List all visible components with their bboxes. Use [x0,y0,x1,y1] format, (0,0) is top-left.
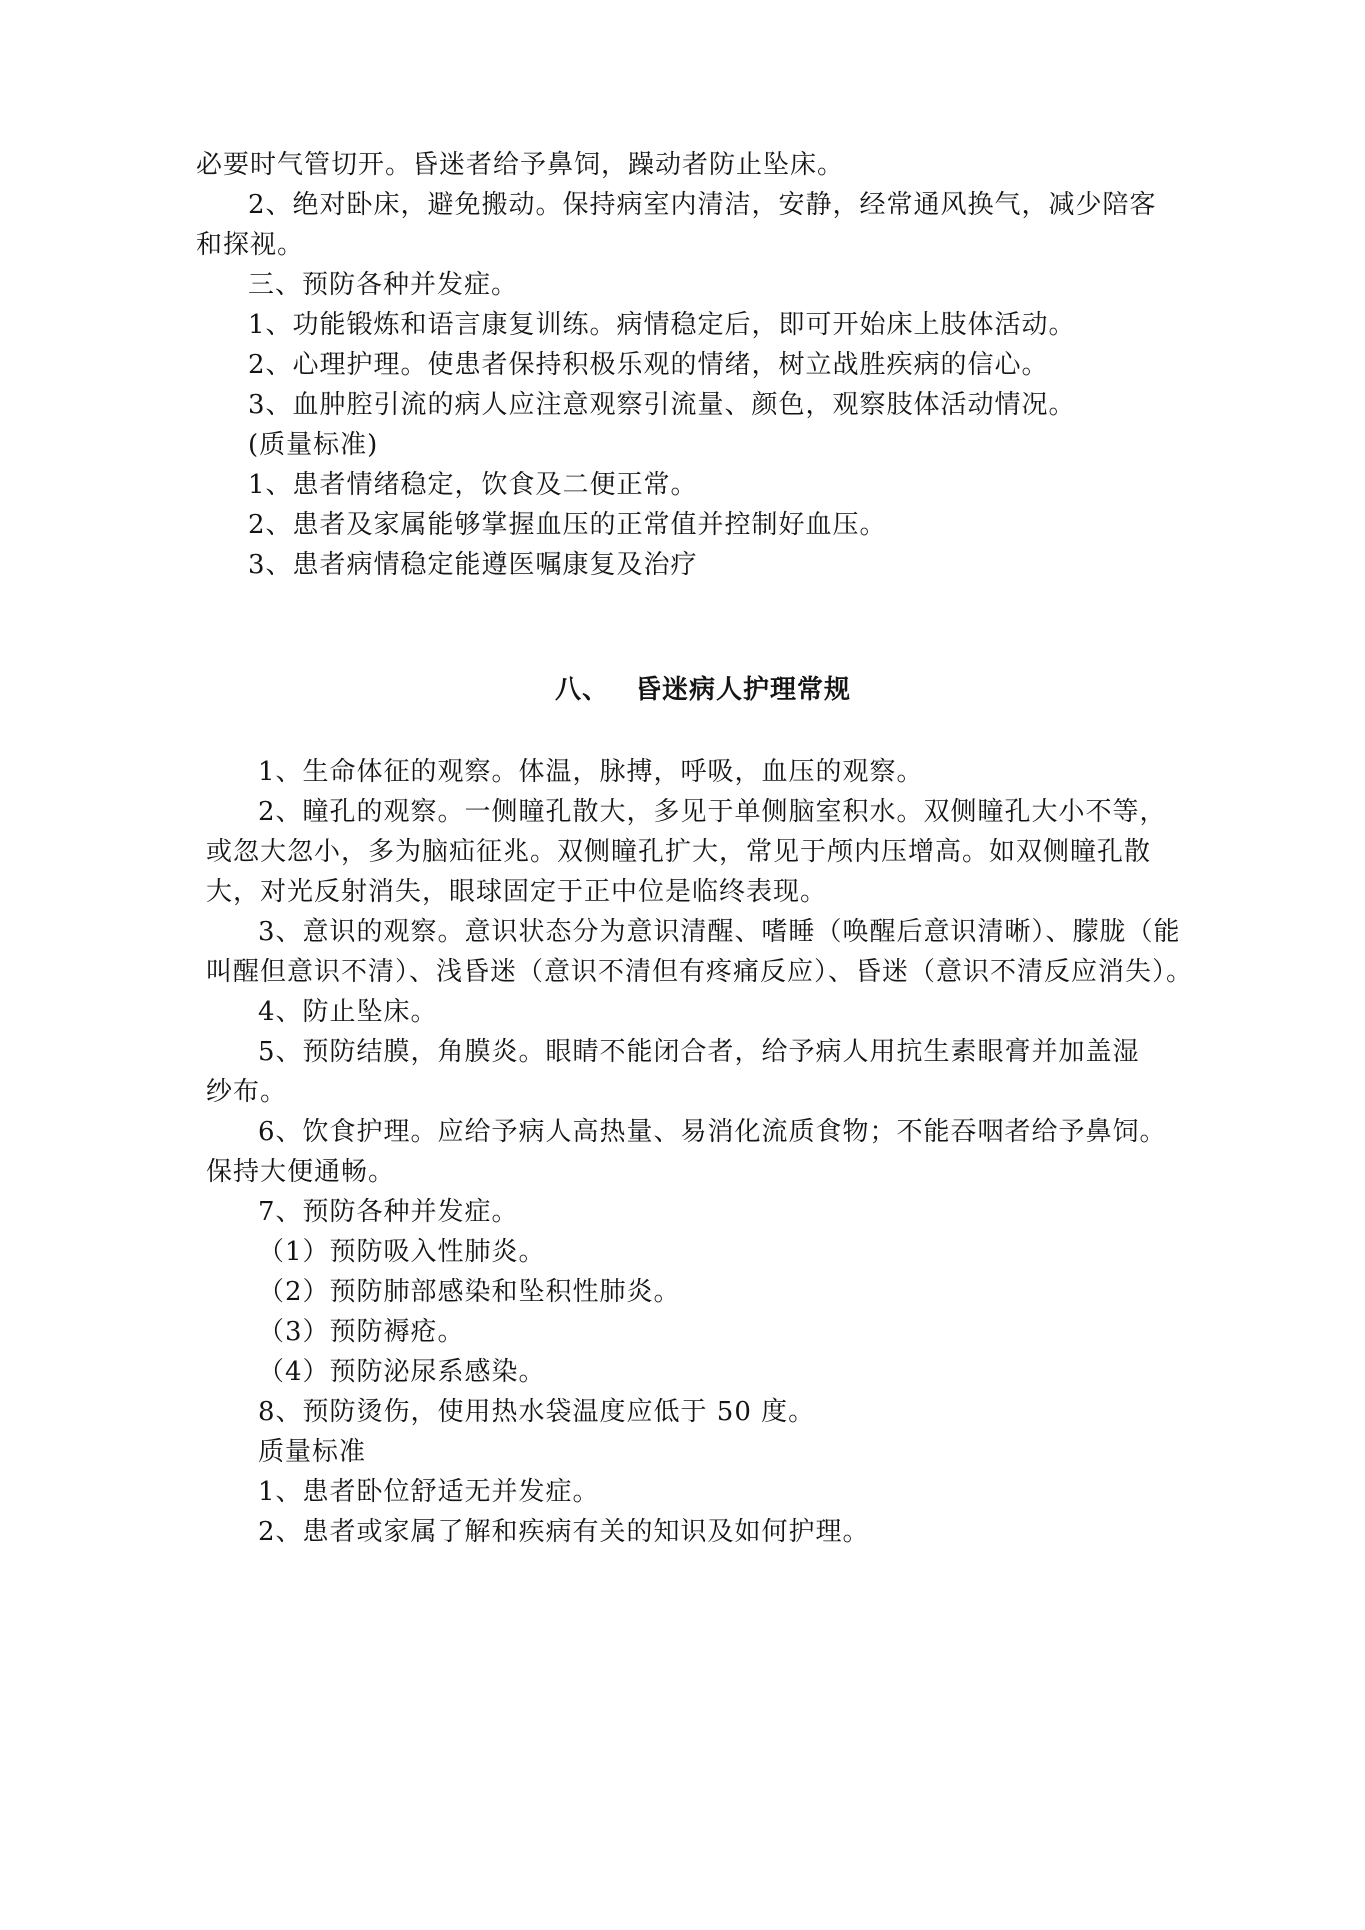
text-line: 3、意识的观察。意识状态分为意识清醒、嗜睡（唤醒后意识清晰）、朦胧（能 [258,917,1181,947]
list-item [206,1472,1196,1512]
list-item [196,545,1186,585]
list-item [196,505,1186,545]
section-title-text: 昏迷病人护理常规 [635,675,852,705]
list-item [206,752,1196,792]
text-line: 或忽大忽小，多为脑疝征兆。双侧瞳孔扩大，常见于颅内压增高。如双侧瞳孔散 [206,837,1152,867]
list-item [206,1232,1196,1272]
paragraph-pupil [206,792,1196,912]
list-item [206,1272,1196,1312]
text-line: 1、生命体征的观察。体温，脉搏，呼吸，血压的观察。 [258,757,924,787]
list-item [206,1352,1196,1392]
list-item [196,465,1186,505]
text-line: 2、患者及家属能够掌握血压的正常值并控制好血压。 [248,510,887,540]
text-line: （1）预防吸入性肺炎。 [258,1237,546,1267]
text-line: 和探视。 [196,230,305,260]
list-item [196,305,1186,345]
text-line: （3）预防褥疮。 [258,1317,465,1347]
text-line: 6、饮食护理。应给予病人高热量、易消化流质食物；不能吞咽者给予鼻饲。 [258,1117,1167,1147]
text-line: 2、绝对卧床，避免搬动。保持病室内清洁，安静，经常通风换气，减少陪客 [248,190,1157,220]
section-number: 八、 [555,675,610,705]
text-line: 保持大便通畅。 [206,1157,396,1187]
text-line: （2）预防肺部感染和坠积性肺炎。 [258,1277,681,1307]
quality-standard-label [206,1432,1196,1472]
text-line: 叫醒但意识不清）、浅昏迷（意识不清但有疼痛反应）、昏迷（意识不清反应消失）。 [206,957,1194,987]
text-line: 1、患者情绪稳定，饮食及二便正常。 [248,470,698,500]
list-item [206,1512,1196,1552]
text-line: 2、心理护理。使患者保持积极乐观的情绪，树立战胜疾病的信心。 [248,350,1049,380]
text-line: 必要时气管切开。昏迷者给予鼻饲，躁动者防止坠床。 [196,150,845,180]
heading-prevent-complications [196,265,1186,305]
text-line: 8、预防烫伤，使用热水袋温度应低于 50 度。 [258,1397,816,1427]
text-line: 质量标准 [258,1437,367,1467]
text-line: 纱布。 [206,1077,288,1107]
list-item [206,1392,1196,1432]
list-item [196,345,1186,385]
paragraph-keratitis [206,1032,1196,1112]
text-line: 三、预防各种并发症。 [248,270,519,300]
text-line: 1、功能锻炼和语言康复训练。病情稳定后，即可开始床上肢体活动。 [248,310,1076,340]
text-line: 7、预防各种并发症。 [258,1197,519,1227]
text-line: 1、患者卧位舒适无并发症。 [258,1477,600,1507]
text-line: 3、患者病情稳定能遵医嘱康复及治疗 [248,550,698,580]
section-title [555,670,851,710]
list-item [206,1312,1196,1352]
quality-standard-label [196,425,1186,465]
text-line: 5、预防结膜，角膜炎。眼睛不能闭合者，给予病人用抗生素眼膏并加盖湿 [258,1037,1140,1067]
paragraph-bed-rest [196,185,1186,265]
text-line: 大，对光反射消失，眼球固定于正中位是临终表现。 [206,877,828,907]
list-item [206,992,1196,1032]
list-item [206,1192,1196,1232]
paragraph-consciousness [206,912,1196,992]
text-line: 2、瞳孔的观察。一侧瞳孔散大，多见于单侧脑室积水。双侧瞳孔大小不等， [258,797,1167,827]
list-item [196,385,1186,425]
text-line: (质量标准) [248,430,379,460]
paragraph-tracheotomy [196,145,1186,185]
text-line: 2、患者或家属了解和疾病有关的知识及如何护理。 [258,1517,870,1547]
paragraph-diet [206,1112,1196,1192]
text-line: 4、防止坠床。 [258,997,438,1027]
text-line: （4）预防泌尿系感染。 [258,1357,546,1387]
text-line: 3、血肿腔引流的病人应注意观察引流量、颜色，观察肢体活动情况。 [248,390,1076,420]
